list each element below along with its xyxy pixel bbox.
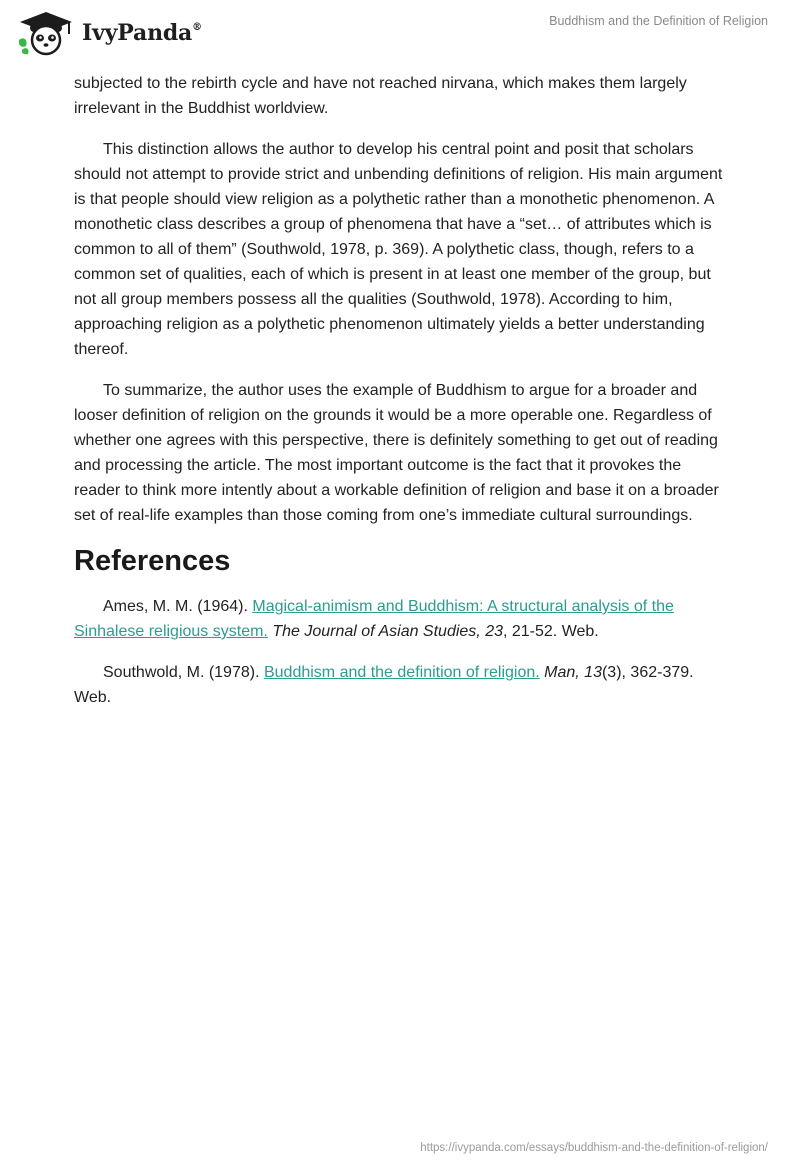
reference-author: Ames, M. M. (1964). [103,598,253,615]
reference-item [74,660,726,710]
body-paragraph: subjected to the rebirth cycle and have not reached nirvana, which makes them largely irrelevant in the Buddhist worldview. [74,75,687,117]
brand-name: IvyPanda® [82,20,202,46]
reference-journal: The Journal of Asian Studies, 23 [272,623,503,640]
reference-link[interactable]: Buddhism and the definition of religion. [263,664,540,681]
registered-mark: ® [192,21,202,33]
reference-author: Southwold, M. (1978). [103,664,264,681]
page-header [0,0,800,70]
body-paragraph: To summarize, the author uses the example of Buddhism to argue for a broader and looser definition of religion on the grounds it would be a more operable one. Regardless of whether one agrees with this perspective, there is definitely something to get out of reading and processing the article. The most important outcome is the fact that it provokes the reader to think more intently about a workable definition of religion and base it on a broader set of real-life examples than those coming from one’s immediate cultural surroundings. [74,382,719,524]
reference-details: (3), 362-379. Web. [74,664,694,706]
reference-item [74,594,726,644]
reference-details: , 21-52. Web. [502,623,599,640]
document-title: Buddhism and the Definition of Religion [549,14,768,28]
references-heading: References [74,545,231,577]
body-paragraph: This distinction allows the author to develop his central point and posit that scholars should not attempt to provide strict and unbending definitions of religion. His main argument is that people should view religion as a polythetic rather than a monothetic phenomenon. A monothetic class describes a group of phenomena that have a “set… of attributes which is common to all of them” (Southwold, 1978, p. 369). A polythetic class, though, refers to a common set of qualities, each of which is present in at least one member of the group, but not all group members possess all the qualities (Southwold, 1978). According to him, approaching religion as a polythetic phenomenon ultimately yields a better understanding thereof. [74,141,723,358]
panda-logo-icon [16,10,76,56]
document-body [74,71,726,726]
reference-link[interactable]: Magical-animism and Buddhism: A structural analysis of the Sinhalese religious system. [74,598,674,640]
reference-journal: Man, 13 [544,664,602,681]
brand-logo[interactable] [16,8,202,58]
footer-url[interactable]: https://ivypanda.com/essays/buddhism-and-the-definition-of-religion/ [420,1142,768,1154]
